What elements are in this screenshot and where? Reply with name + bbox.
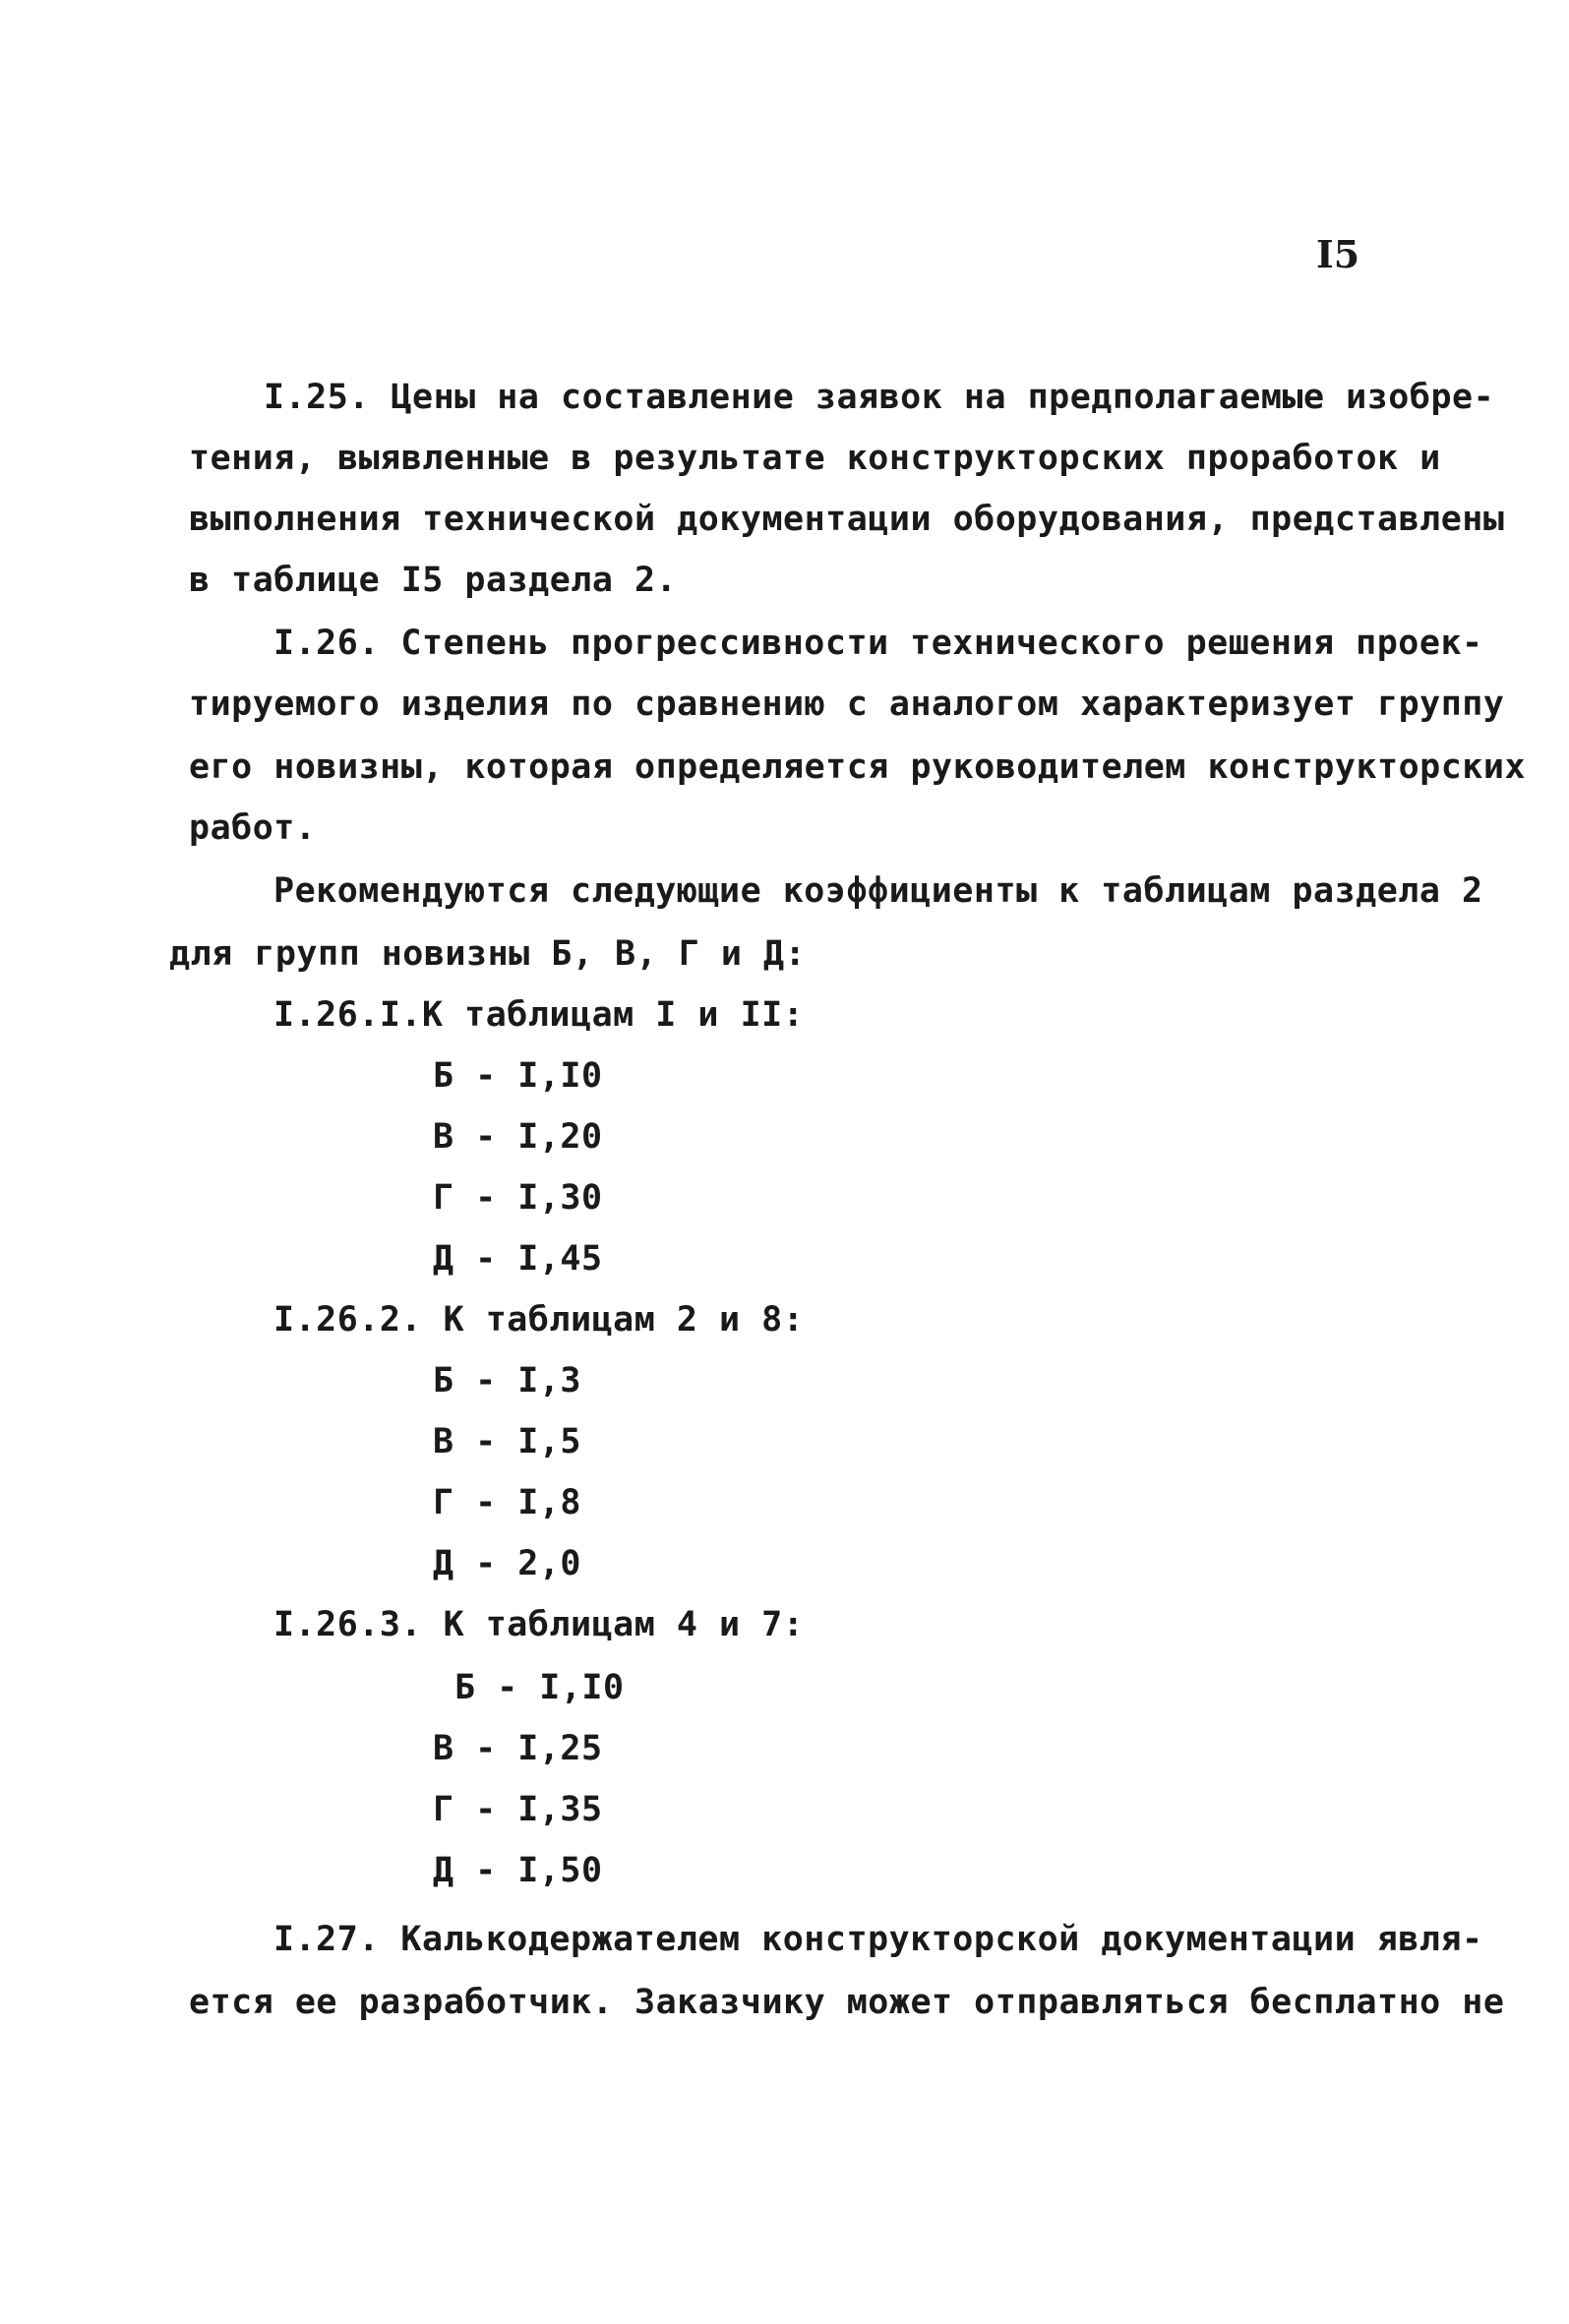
sub2-heading: I.26.2. К таблицам 2 и 8: — [273, 1300, 805, 1340]
sub3-item: Г - I,35 — [433, 1790, 603, 1829]
sub1-item: Г - I,30 — [433, 1178, 603, 1218]
sub3-item: Д - I,50 — [433, 1851, 603, 1890]
sub1-item: В - I,20 — [433, 1117, 603, 1157]
sub1-item: Б - I,I0 — [433, 1056, 603, 1096]
recommend-line-1: Рекомендуются следующие коэффициенты к таблицам раздела 2 — [273, 871, 1483, 911]
p127-line-2: ется ее разработчик. Заказчику может отправляться бесплатно не — [189, 1983, 1505, 2022]
p126-line-3: его новизны, которая определяется руководителем конструкторских — [189, 747, 1527, 787]
p125-line-3: выполнения технической документации оборудования, представлены — [189, 500, 1505, 539]
p125-line-2: тения, выявленные в результате конструкторских проработок и — [189, 439, 1441, 478]
sub2-item: В - I,5 — [433, 1422, 582, 1461]
p126-line-2: тируемого изделия по сравнению с аналогом характеризует группу — [189, 685, 1505, 724]
p125-line-1: I.25. Цены на составление заявок на предполагаемые изобре- — [264, 378, 1495, 417]
sub3-item: Б - I,I0 — [454, 1668, 625, 1707]
sub2-item: Д - 2,0 — [433, 1544, 582, 1583]
p125-line-4: в таблице I5 раздела 2. — [189, 561, 678, 600]
page-number: I5 — [1316, 232, 1360, 276]
p127-line-1: I.27. Калькодержателем конструкторской документации явля- — [273, 1920, 1483, 1959]
p126-line-4: работ. — [189, 808, 317, 848]
sub1-item: Д - I,45 — [433, 1239, 603, 1279]
sub2-item: Г - I,8 — [433, 1483, 582, 1522]
sub3-item: В - I,25 — [433, 1729, 603, 1768]
sub3-heading: I.26.3. К таблицам 4 и 7: — [273, 1605, 805, 1644]
sub2-item: Б - I,3 — [433, 1361, 582, 1400]
recommend-line-2: для групп новизны Б, В, Г и Д: — [169, 934, 807, 974]
sub1-heading: I.26.I.К таблицам I и II: — [273, 995, 805, 1035]
p126-line-1: I.26. Степень прогрессивности технического решения проек- — [273, 624, 1483, 663]
